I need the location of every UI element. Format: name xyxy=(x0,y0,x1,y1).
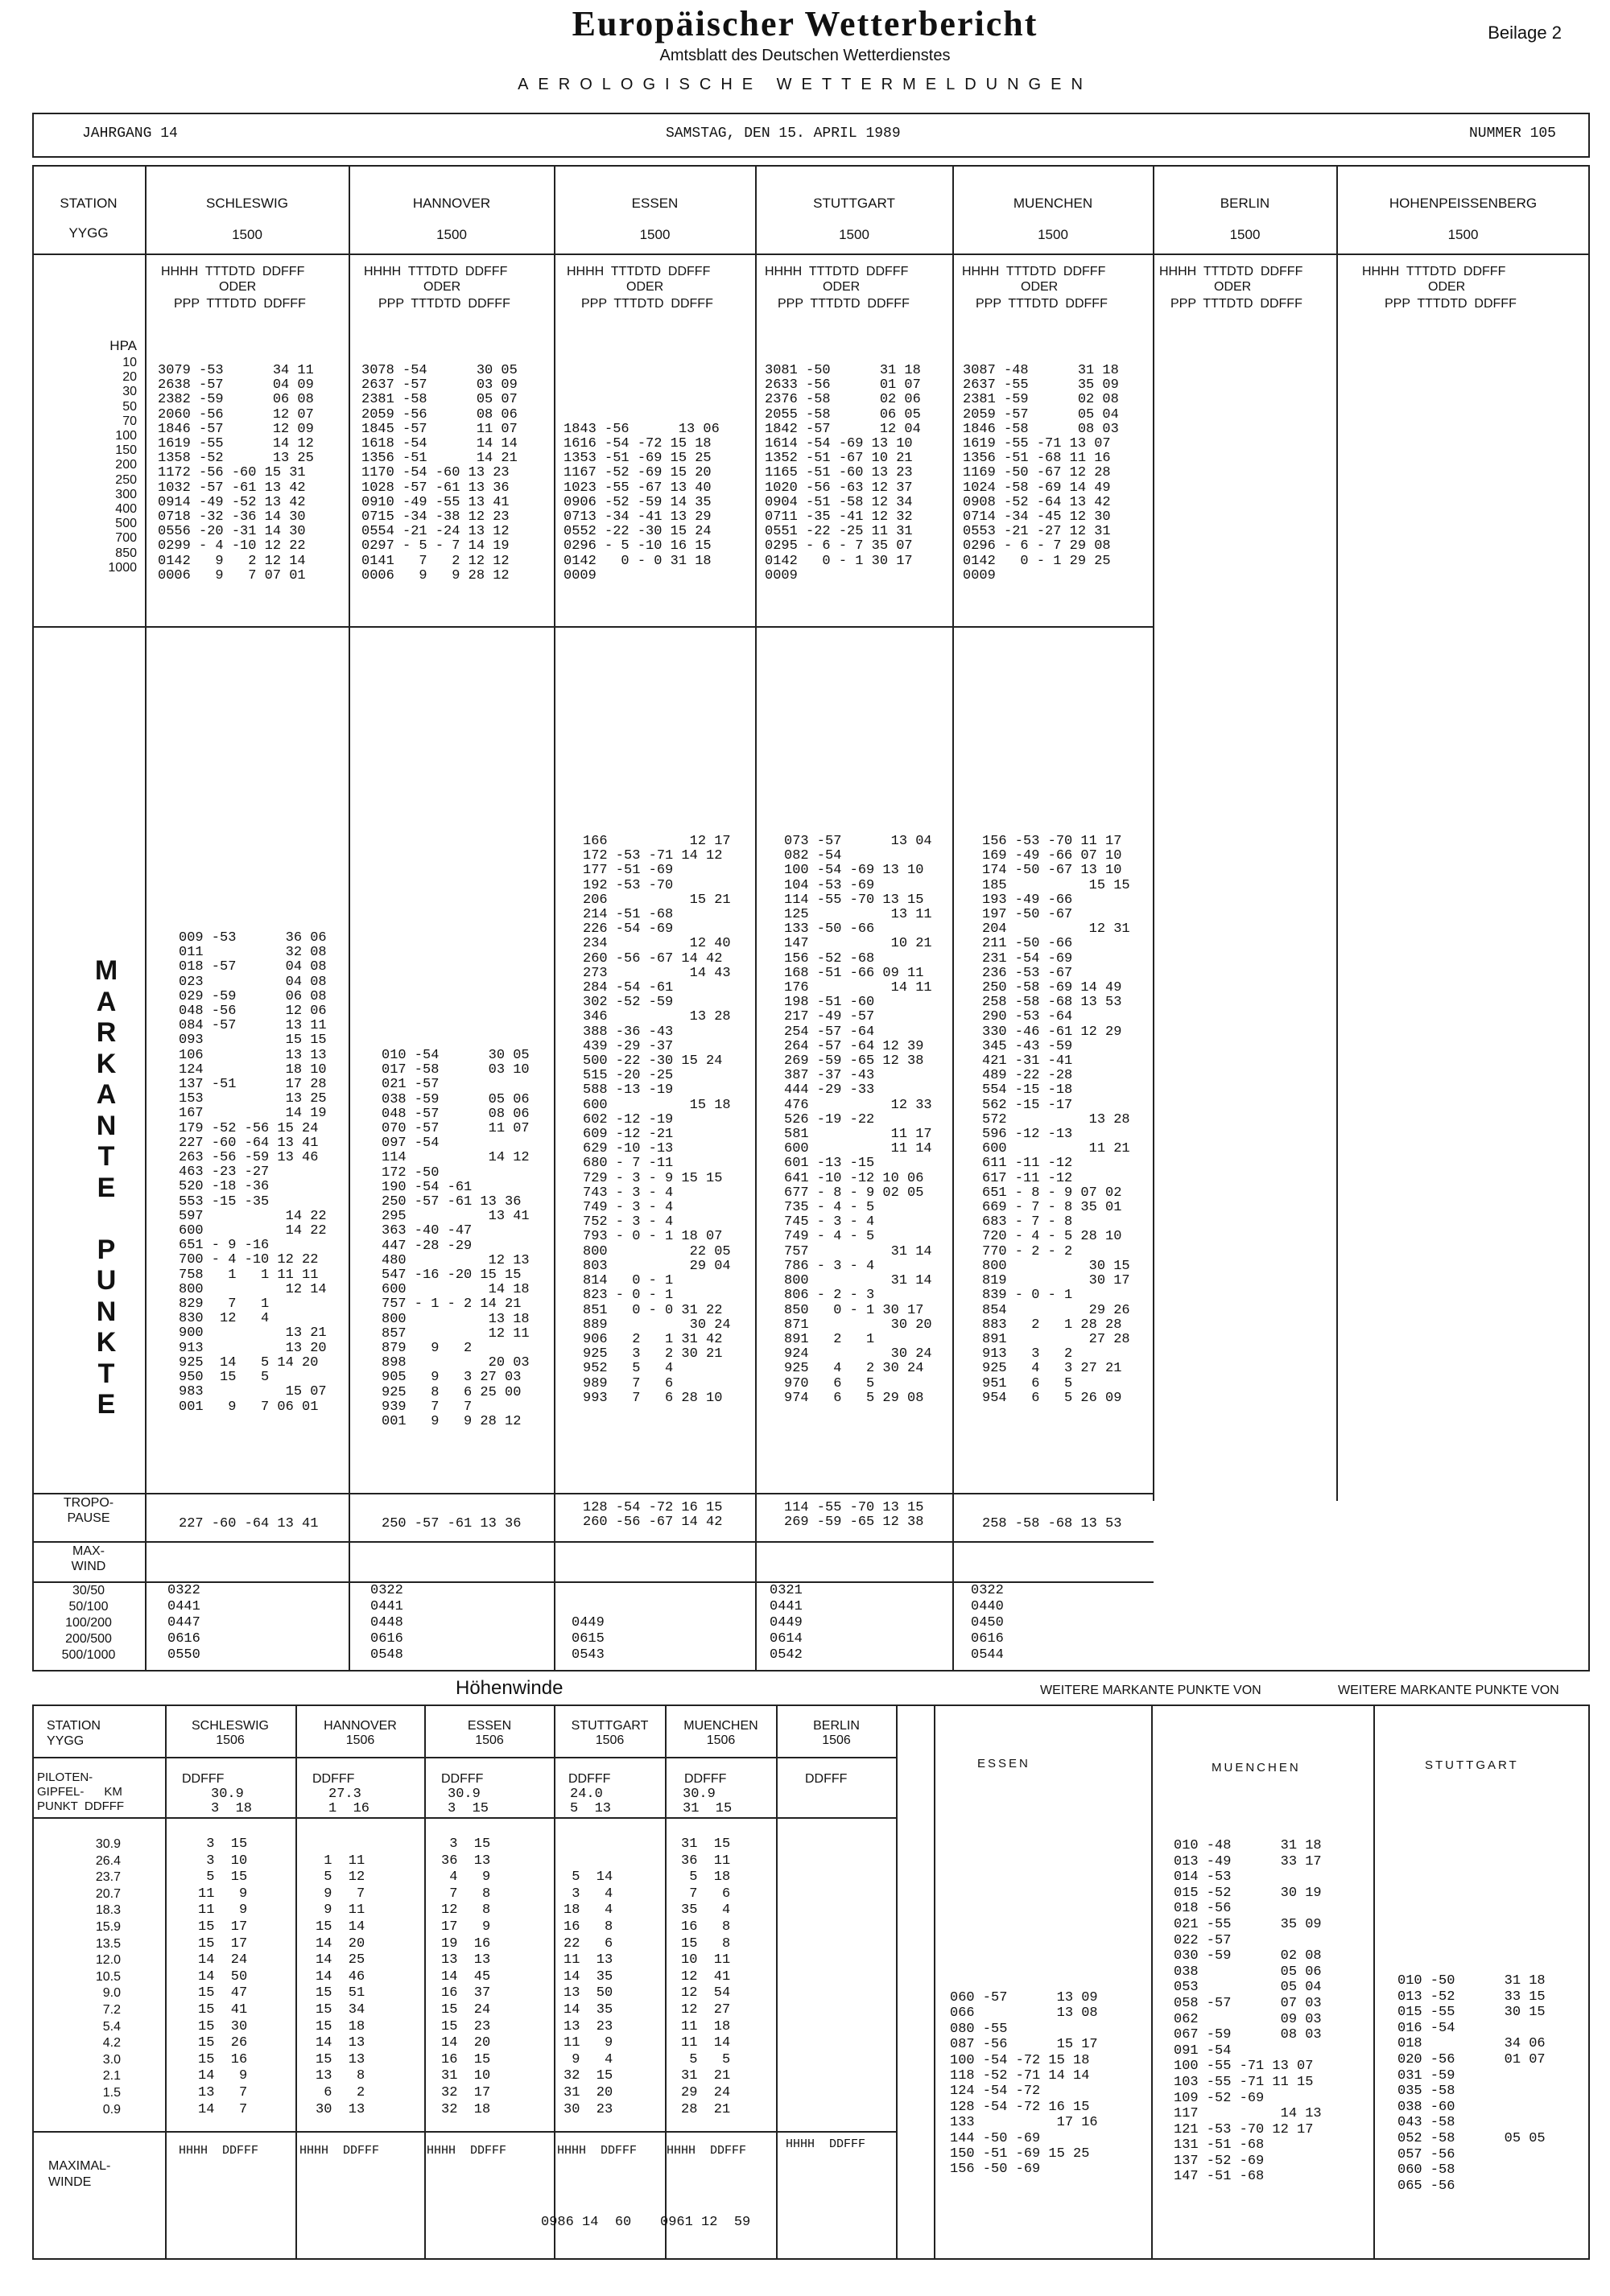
page-subtitle: Amtsblatt des Deutschen Wetterdienstes xyxy=(659,47,951,64)
maxwinde-header: HHHH DDFFF xyxy=(667,2144,747,2158)
maxwind-hannover: 0322 0441 0448 0616 0548 xyxy=(370,1583,403,1663)
station-label: STATION xyxy=(60,196,118,211)
station-yygg-schleswig: 1500 xyxy=(232,227,262,242)
maxwinde-header: HHHH DDFFF xyxy=(179,2144,259,2158)
maxwind-levels: 30/50 50/100 100/200 200/500 500/1000 xyxy=(61,1584,116,1662)
ddfff-label: DDFFF xyxy=(441,1772,484,1786)
col-code-line1: HHHH TTTDTD DDFFF xyxy=(567,265,711,278)
markante-punkte-label: M A R K A N T E P U N K T E xyxy=(94,955,118,1420)
weitere-muenchen: 010 -48 31 18 013 -49 33 17 014 -53 015 -52 30 19 018 -56 021 -55 35 09 022 -57 030 -59 02 08 038 05 06 053 05 04 058 -57 07 03 062 09 03 067 -59 08 03 091 -54 100 -55 -71 13 07 103 -55 -71 11 15 109 -52 -69 117 14 13 121 -53 -70 12 17 131 -51 -68 137 -52 -69 147 -51 -68 xyxy=(1174,1838,1322,2185)
maximalwinde-label: MAXIMAL- WINDE xyxy=(48,2159,111,2189)
hw-values-muenchen: 31 15 36 11 5 18 7 6 35 4 16 8 15 8 10 11 12 41 12 54 12 27 11 18 11 14 5 5 31 21 29 24 28 21 xyxy=(681,1836,731,2117)
station-name-berlin: BERLIN xyxy=(1220,196,1270,211)
station-yygg-berlin: 1500 xyxy=(1229,227,1261,242)
weitere-essen-title: ESSEN xyxy=(977,1757,1030,1770)
standard-essen: 1843 -56 13 06 1616 -54 -72 15 18 1353 -51 -69 15 25 1167 -52 -69 15 20 1023 -55 -67 13 40 0906 -52 -59 14 35 0713 -34 -41 13 29 0552 -22 -30 15 24 0296 - 5 -10 16 15 0142 0 - 0 31 18 0009 xyxy=(564,421,720,583)
standard-schleswig: 3079 -53 34 11 2638 -57 04 09 2382 -59 06 08 2060 -56 12 07 1846 -57 12 09 1619 -55 14 12 1358 -52 13 25 1172 -56 -60 15 31 1032 -57 -61 13 42 0914 -49 -52 13 42 0718 -32 -36 14 30 0556 -20 -31 14 30 0299 - 4 -10 12 22 0142 9 2 12 14 0006 9 7 07 01 xyxy=(158,363,314,583)
col-code-line3: PPP TTTDTD DDFFF xyxy=(976,297,1108,311)
hw-station-hannover xyxy=(297,1719,423,1748)
date-label: SAMSTAG, DEN 15. APRIL 1989 xyxy=(666,126,901,142)
gipfel-muenchen: 30.9 31 15 xyxy=(683,1787,733,1817)
col-code-line1: HHHH TTTDTD DDFFF xyxy=(1362,265,1506,278)
standard-muenchen: 3087 -48 31 18 2637 -55 35 09 2381 -59 02 08 2059 -57 05 04 1846 -58 08 03 1619 -55 -71 13 07 1356 -51 -68 11 16 1169 -50 -67 12 28 1024 -58 -69 14 49 0908 -52 -64 13 42 0714 -34 -45 12 30 0553 -21 -27 12 31 0296 - 6 - 7 29 08 0142 0 - 1 29 25 0009 xyxy=(963,363,1119,583)
maxwind-stuttgart: 0321 0441 0449 0614 0542 xyxy=(770,1583,803,1663)
hw-station-schleswig xyxy=(167,1719,294,1748)
hw-station-yygg: 1506 xyxy=(595,1733,625,1747)
hw-station-name: SCHLESWIG xyxy=(191,1719,269,1733)
yygg-label: YYGG xyxy=(68,225,109,241)
ddfff-label: DDFFF xyxy=(312,1772,355,1786)
hw-station-essen xyxy=(426,1719,553,1748)
ddfff-label: DDFFF xyxy=(805,1772,848,1786)
hw-station-label: STATION YYGG xyxy=(47,1719,101,1748)
tropopause-label: TROPO- PAUSE xyxy=(63,1496,114,1525)
piloten-label: PILOTEN- GIPFEL- KM PUNKT DDFFF xyxy=(37,1770,125,1813)
km-levels: 30.9 26.4 23.7 20.7 18.3 15.9 13.5 12.0 10.5 9.0 7.2 5.4 4.2 3.0 2.1 1.5 0.9 xyxy=(95,1837,121,2117)
tropo-muenchen: 258 -58 -68 13 53 xyxy=(982,1516,1122,1531)
col-code-line1: HHHH TTTDTD DDFFF xyxy=(765,265,909,278)
issue-number: NUMMER 105 xyxy=(1468,126,1556,142)
hw-station-yygg: 1506 xyxy=(706,1733,736,1747)
markante-schleswig: 009 -53 36 06 011 32 08 018 -57 04 08 023 04 08 029 -59 06 08 048 -56 12 06 084 -57 13 11 093 15 15 106 13 13 124 18 10 137 -51 17 28 153 13 25 167 14 19 179 -52 -56 15 24 227 -60 -64 13 41 263 -56 -59 13 46 463 -23 -27 520 -18 -36 553 -15 -35 597 14 22 600 14 22 651 - 9 -16 700 - 4 -10 12 22 758 1 1 11 11 800 12 14 829 7 1 830 12 4 900 13 21 913 13 20 925 14 5 14 20 950 15 5 983 15 07 001 9 7 06 01 xyxy=(179,930,327,1415)
weitere-markante-title-2: WEITERE MARKANTE PUNKTE VON xyxy=(1338,1684,1559,1697)
maxwind-muenchen: 0322 0440 0450 0616 0544 xyxy=(971,1583,1004,1663)
hw-station-yygg: 1506 xyxy=(345,1733,375,1747)
hw-station-name: STUTTGART xyxy=(571,1719,649,1733)
col-code-line3: PPP TTTDTD DDFFF xyxy=(174,297,306,311)
col-code-line1: HHHH TTTDTD DDFFF xyxy=(364,265,508,278)
maxwind-schleswig: 0322 0441 0447 0616 0550 xyxy=(167,1583,200,1663)
hw-station-stuttgart xyxy=(555,1719,664,1748)
ddfff-label: DDFFF xyxy=(568,1772,611,1786)
station-name-hannover: HANNOVER xyxy=(412,196,491,211)
markante-muenchen: 156 -53 -70 11 17 169 -49 -66 07 10 174 -50 -67 13 10 185 15 15 193 -49 -66 197 -50 -67 204 12 31 211 -50 -66 231 -54 -69 236 -53 -67 250 -58 -69 14 49 258 -58 -68 13 53 290 -53 -64 330 -46 -61 12 29 345 -43 -59 421 -31 -41 489 -22 -28 554 -15 -18 562 -15 -17 572 13 28 596 -12 -13 600 11 21 611 -11 -12 617 -11 -12 651 - 8 - 9 07 02 669 - 7 - 8 35 01 683 - 7 - 8 720 - 4 - 5 28 10 770 - 2 - 2 800 30 15 819 30 17 839 - 0 - 1 854 29 26 883 2 1 28 28 891 27 28 913 3 2 925 4 3 27 21 951 6 5 954 6 5 26 09 xyxy=(982,834,1130,1406)
station-yygg-essen: 1500 xyxy=(639,227,671,242)
maxwinde-header: HHHH DDFFF xyxy=(786,2137,866,2151)
gipfel-essen: 30.9 3 15 xyxy=(448,1787,489,1817)
col-code-line3: PPP TTTDTD DDFFF xyxy=(778,297,910,311)
col-code-line1: HHHH TTTDTD DDFFF xyxy=(1159,265,1303,278)
col-code-line3: PPP TTTDTD DDFFF xyxy=(581,297,713,311)
tropo-schleswig: 227 -60 -64 13 41 xyxy=(179,1516,319,1531)
maxwinde-header: HHHH DDFFF xyxy=(299,2144,380,2158)
col-code-line2: ODER xyxy=(1214,280,1252,294)
weitere-stuttgart-title: STUTTGART xyxy=(1425,1758,1519,1772)
maxwind-label: MAX- WIND xyxy=(71,1544,106,1573)
col-code-line2: ODER xyxy=(1021,280,1059,294)
col-code-line2: ODER xyxy=(823,280,861,294)
hw-station-name: HANNOVER xyxy=(324,1719,397,1733)
issue-header xyxy=(32,113,1590,158)
station-yygg-hohenpeissenberg: 1500 xyxy=(1447,227,1479,242)
maxwinde-header: HHHH DDFFF xyxy=(557,2144,638,2158)
station-yygg-muenchen: 1500 xyxy=(1038,227,1068,242)
hw-station-yygg: 1506 xyxy=(822,1733,851,1747)
tropo-essen: 128 -54 -72 16 15 260 -56 -67 14 42 xyxy=(583,1500,723,1531)
weitere-markante-title-1: WEITERE MARKANTE PUNKTE VON xyxy=(1040,1684,1261,1697)
hpa-levels: 10 20 30 50 70 100 150 200 250 300 400 500 700 850 1000 xyxy=(108,356,137,575)
hw-station-yygg: 1506 xyxy=(475,1733,504,1747)
station-name-schleswig: SCHLESWIG xyxy=(205,196,289,211)
ddfff-label: DDFFF xyxy=(684,1772,727,1786)
hw-station-yygg: 1506 xyxy=(216,1733,245,1747)
markante-stuttgart: 073 -57 13 04 082 -54 100 -54 -69 13 10 104 -53 -69 114 -55 -70 13 15 125 13 11 133 -50 -66 147 10 21 156 -52 -68 168 -51 -66 09 11 176 14 11 198 -51 -60 217 -49 -57 254 -57 -64 264 -57 -64 12 39 269 -59 -65 12 38 387 -37 -43 444 -29 -33 476 12 33 526 -19 -22 581 11 17 600 11 14 601 -13 -15 641 -10 -12 10 06 677 - 8 - 9 02 05 735 - 4 - 5 745 - 3 - 4 749 - 4 - 5 757 31 14 786 - 3 - 4 800 31 14 806 - 2 - 3 850 0 - 1 30 17 871 30 20 891 2 1 924 30 24 925 4 2 30 24 970 6 5 974 6 5 29 08 xyxy=(784,834,932,1406)
maxwinde-muenchen: 0961 12 59 xyxy=(660,2215,751,2230)
supplement-label: Beilage 2 xyxy=(1488,23,1562,43)
station-name-essen: ESSEN xyxy=(631,196,679,211)
markante-hannover: 010 -54 30 05 017 -58 03 10 021 -57 038 -59 05 06 048 -57 08 06 070 -57 11 07 097 -54 114 14 12 172 -50 190 -54 -61 250 -57 -61 13 36 295 13 41 363 -40 -47 447 -28 -29 480 12 13 547 -16 -20 15 15 600 14 18 757 - 1 - 2 14 21 800 13 18 857 12 11 879 9 2 898 20 03 905 9 3 27 03 925 8 6 25 00 939 7 7 001 9 9 28 12 xyxy=(382,1048,530,1430)
station-name-hohenpeissenberg: HOHENPEISSENBERG xyxy=(1389,196,1538,211)
col-code-line1: HHHH TTTDTD DDFFF xyxy=(962,265,1106,278)
standard-stuttgart: 3081 -50 31 18 2633 -56 01 07 2376 -58 02 06 2055 -58 06 05 1842 -57 12 04 1614 -54 -69 13 10 1352 -51 -67 10 21 1165 -51 -60 13 23 1020 -56 -63 12 37 0904 -51 -58 12 34 0711 -35 -41 12 32 0551 -22 -25 11 31 0295 - 6 - 7 35 07 0142 0 - 1 30 17 0009 xyxy=(765,363,921,583)
hpa-label: HPA xyxy=(109,338,137,353)
hoehenwinde-title: Höhenwinde xyxy=(456,1677,564,1699)
markante-essen: 166 12 17 172 -53 -71 14 12 177 -51 -69 192 -53 -70 206 15 21 214 -51 -68 226 -54 -69 234 12 40 260 -56 -67 14 42 273 14 43 284 -54 -61 302 -52 -59 346 13 28 388 -36 -43 439 -29 -37 500 -22 -30 15 24 515 -20 -25 588 -13 -19 600 15 18 602 -12 -19 609 -12 -21 629 -10 -13 680 - 7 -11 729 - 3 - 9 15 15 743 - 3 - 4 749 - 3 - 4 752 - 3 - 4 793 - 0 - 1 18 07 800 22 05 803 29 04 814 0 - 1 823 - 0 - 1 851 0 - 0 31 22 889 30 24 906 2 1 31 42 925 3 2 30 21 952 5 4 989 7 6 993 7 6 28 10 xyxy=(583,834,731,1406)
jahrgang-label: JAHRGANG 14 xyxy=(82,126,178,142)
station-name-stuttgart: STUTTGART xyxy=(813,196,895,211)
col-code-line2: ODER xyxy=(626,280,664,294)
hw-station-name: ESSEN xyxy=(467,1719,512,1733)
hw-values-hannover: 1 11 5 12 9 7 9 11 15 14 14 20 14 25 14 46 15 51 15 34 15 18 14 13 15 13 13 8 6 2 30 13 xyxy=(316,1853,365,2117)
station-name-muenchen: MUENCHEN xyxy=(1013,196,1093,211)
weitere-essen: 060 -57 13 09 066 13 08 080 -55 087 -56 15 17 100 -54 -72 15 18 118 -52 -71 14 14 124 -54 -72 128 -54 -72 16 15 133 17 16 144 -50 -69 150 -51 -69 15 25 156 -50 -69 xyxy=(950,1990,1098,2178)
col-code-line2: ODER xyxy=(423,280,461,294)
maxwinde-stuttgart: 0986 14 60 xyxy=(541,2215,632,2230)
col-code-line3: PPP TTTDTD DDFFF xyxy=(378,297,510,311)
col-code-line3: PPP TTTDTD DDFFF xyxy=(1385,297,1517,311)
hw-station-name: BERLIN xyxy=(813,1719,860,1733)
col-code-line1: HHHH TTTDTD DDFFF xyxy=(161,265,305,278)
maxwinde-header: HHHH DDFFF xyxy=(427,2144,507,2158)
station-yygg-stuttgart: 1500 xyxy=(839,227,869,242)
col-code-line2: ODER xyxy=(219,280,257,294)
gipfel-schleswig: 30.9 3 18 xyxy=(211,1787,253,1817)
col-code-line3: PPP TTTDTD DDFFF xyxy=(1170,297,1302,311)
ddfff-label: DDFFF xyxy=(182,1772,225,1786)
tropo-stuttgart: 114 -55 -70 13 15 269 -59 -65 12 38 xyxy=(784,1500,924,1531)
hw-values-schleswig: 3 15 3 10 5 15 11 9 11 9 15 17 15 17 14 24 14 50 15 47 15 41 15 30 15 26 15 16 14 9 13 7 14 7 xyxy=(198,1836,248,2117)
hoehenwinde-table xyxy=(32,1704,1590,2260)
weitere-muenchen-title: MUENCHEN xyxy=(1212,1761,1301,1775)
hw-station-name: MUENCHEN xyxy=(683,1719,758,1733)
page-title: Europäischer Wetterbericht xyxy=(572,4,1038,43)
gipfel-stuttgart: 24.0 5 13 xyxy=(570,1787,612,1817)
hw-values-stuttgart: 5 14 3 4 18 4 16 8 22 6 11 13 14 35 13 50 14 35 13 23 11 9 9 4 32 15 31 20 30 23 xyxy=(564,1869,613,2117)
hw-station-berlin xyxy=(778,1719,895,1748)
standard-hannover: 3078 -54 30 05 2637 -57 03 09 2381 -58 05 07 2059 -56 08 06 1845 -57 11 07 1618 -54 14 14 1356 -51 14 21 1170 -54 -60 13 23 1028 -57 -61 13 36 0910 -49 -55 13 41 0715 -34 -38 12 23 0554 -21 -24 13 12 0297 - 5 - 7 14 19 0141 7 2 12 12 0006 9 9 28 12 xyxy=(361,363,518,583)
maxwind-essen: 0449 0615 0543 xyxy=(572,1615,605,1663)
col-code-line2: ODER xyxy=(1428,280,1466,294)
section-title: AEROLOGISCHE WETTERMELDUNGEN xyxy=(518,76,1092,93)
station-yygg-hannover: 1500 xyxy=(436,227,467,242)
hw-station-muenchen xyxy=(667,1719,775,1748)
weitere-stuttgart: 010 -50 31 18 013 -52 33 15 015 -55 30 15 016 -54 018 34 06 020 -56 01 07 031 -59 035 -58 038 -60 043 -58 052 -58 05 05 057 -56 060 -58 065 -56 xyxy=(1397,1973,1546,2194)
gipfel-hannover: 27.3 1 16 xyxy=(328,1787,370,1817)
tropo-hannover: 250 -57 -61 13 36 xyxy=(382,1516,522,1531)
hw-values-essen: 3 15 36 13 4 9 7 8 12 8 17 9 19 16 13 13 14 45 16 37 15 24 15 23 14 20 16 15 31 10 32 17 32 18 xyxy=(441,1836,491,2117)
